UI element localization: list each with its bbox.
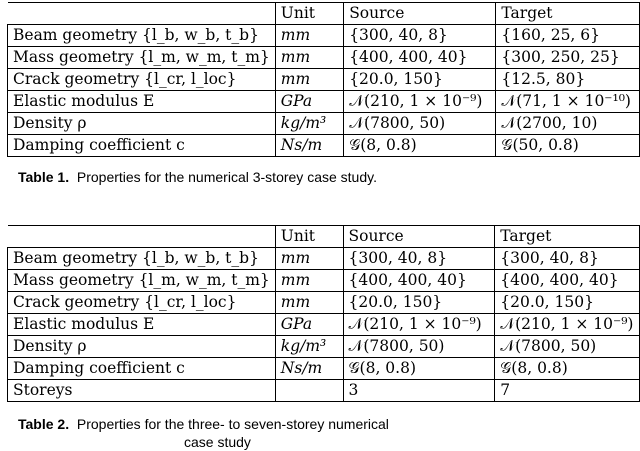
unit-cell: GPa <box>275 91 343 113</box>
source-cell: {20.0, 150} <box>343 292 495 314</box>
source-cell: 𝒩(7800, 50) <box>344 113 496 135</box>
target-cell: {12.5, 80} <box>496 69 640 91</box>
property-name-cell: Elastic modulus E <box>8 314 276 336</box>
table-row <box>8 69 640 91</box>
target-cell: {160, 25, 6} <box>496 25 640 47</box>
table-1-body <box>8 3 640 157</box>
table-row <box>8 292 640 314</box>
unit-cell: mm <box>275 25 343 47</box>
table-2-body <box>8 226 640 402</box>
target-cell: 𝒢(50, 0.8) <box>496 135 640 157</box>
property-name-cell: Density ρ <box>8 336 276 358</box>
target-cell: 𝒩(2700, 10) <box>496 113 640 135</box>
table-row <box>8 248 640 270</box>
unit-cell: GPa <box>275 314 343 336</box>
table-row <box>8 47 640 69</box>
unit-cell: mm <box>275 69 343 91</box>
table-header-row <box>8 3 640 25</box>
property-name-cell: Crack geometry {l_cr, l_loc} <box>8 69 276 91</box>
table-1-caption <box>18 168 377 186</box>
header-blank-cell <box>8 226 276 248</box>
header-cell: Unit <box>275 226 343 248</box>
source-cell: 𝒢(8, 0.8) <box>344 135 496 157</box>
target-cell: 𝒩(7800, 50) <box>495 336 640 358</box>
source-cell: {400, 400, 40} <box>344 47 496 69</box>
property-name-cell: Mass geometry {l_m, w_m, t_m} <box>8 47 276 69</box>
table-1-caption-label: Table 1. <box>18 169 70 185</box>
source-cell: {20.0, 150} <box>344 69 496 91</box>
target-cell: 7 <box>495 380 640 402</box>
table-row <box>8 113 640 135</box>
source-cell: 𝒢(8, 0.8) <box>343 358 495 380</box>
table-1-caption-text: Properties for the numerical 3-storey case study. <box>76 169 377 185</box>
source-cell: {400, 400, 40} <box>343 270 495 292</box>
unit-cell: mm <box>275 248 343 270</box>
unit-cell: Ns/m <box>275 135 343 157</box>
property-name-cell: Crack geometry {l_cr, l_loc} <box>8 292 276 314</box>
table-2-caption-text-line1: Properties for the three- to seven-storey numerical <box>76 416 389 432</box>
unit-cell: kg/m³ <box>275 336 343 358</box>
table-row <box>8 25 640 47</box>
unit-cell: mm <box>275 292 343 314</box>
unit-cell: mm <box>275 47 343 69</box>
header-cell: Target <box>495 226 640 248</box>
table-2-caption <box>18 415 458 451</box>
properties-table-1 <box>7 2 640 157</box>
target-cell: {300, 40, 8} <box>495 248 640 270</box>
table-row <box>8 358 640 380</box>
table-2-caption-label: Table 2. <box>18 416 70 432</box>
header-cell: Source <box>344 3 496 25</box>
property-name-cell: Damping coefficient c <box>8 135 276 157</box>
table-2-caption-text-line2: case study <box>184 434 251 450</box>
unit-cell <box>275 380 343 402</box>
table-row <box>8 336 640 358</box>
unit-cell: mm <box>275 270 343 292</box>
table-row <box>8 91 640 113</box>
property-name-cell: Density ρ <box>8 113 276 135</box>
property-name-cell: Mass geometry {l_m, w_m, t_m} <box>8 270 276 292</box>
table-row <box>8 380 640 402</box>
property-name-cell: Elastic modulus E <box>8 91 276 113</box>
header-cell: Target <box>496 3 640 25</box>
target-cell: {300, 250, 25} <box>496 47 640 69</box>
header-blank-cell <box>8 3 276 25</box>
property-name-cell: Damping coefficient c <box>8 358 276 380</box>
target-cell: {20.0, 150} <box>495 292 640 314</box>
target-cell: 𝒢(8, 0.8) <box>495 358 640 380</box>
target-cell: 𝒩(210, 1 × 10⁻⁹) <box>495 314 640 336</box>
property-name-cell: Beam geometry {l_b, w_b, t_b} <box>8 25 276 47</box>
property-name-cell: Beam geometry {l_b, w_b, t_b} <box>8 248 276 270</box>
property-name-cell: Storeys <box>8 380 276 402</box>
header-cell: Unit <box>275 3 343 25</box>
header-cell: Source <box>343 226 495 248</box>
table-row <box>8 314 640 336</box>
source-cell: 𝒩(7800, 50) <box>343 336 495 358</box>
source-cell: {300, 40, 8} <box>344 25 496 47</box>
target-cell: 𝒩(71, 1 × 10⁻¹⁰) <box>496 91 640 113</box>
source-cell: 𝒩(210, 1 × 10⁻⁹) <box>344 91 496 113</box>
source-cell: 𝒩(210, 1 × 10⁻⁹) <box>343 314 495 336</box>
source-cell: 3 <box>343 380 495 402</box>
target-cell: {400, 400, 40} <box>495 270 640 292</box>
unit-cell: Ns/m <box>275 358 343 380</box>
properties-table-2 <box>7 225 640 402</box>
unit-cell: kg/m³ <box>275 113 343 135</box>
table-row <box>8 270 640 292</box>
table-header-row <box>8 226 640 248</box>
table-row <box>8 135 640 157</box>
source-cell: {300, 40, 8} <box>343 248 495 270</box>
